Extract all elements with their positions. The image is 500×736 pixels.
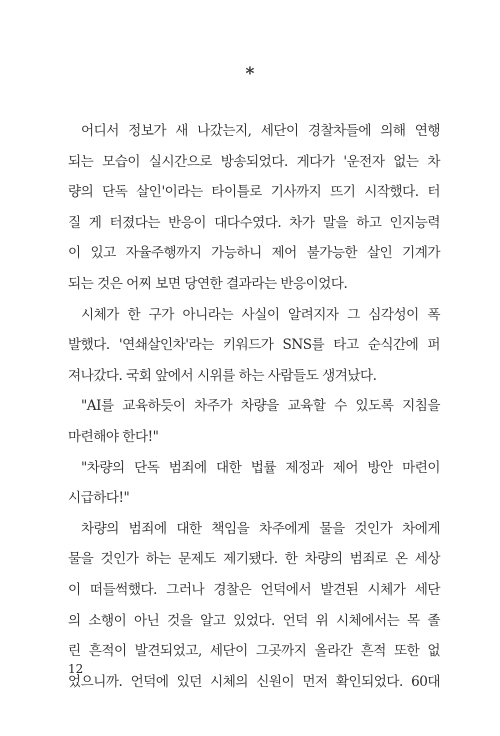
- text-line: 이 있고 자율주행까지 가능하니 제어 불가능한 살인 기계가: [68, 245, 440, 262]
- text-line: 린 흔적이 발견되었고, 세단이 그곳까지 올라간 흔적 또한 없: [68, 643, 440, 660]
- body-text: [68, 116, 440, 697]
- text-line: "AI를 교육하듯이 차주가 차량을 교육할 수 있도록 지침을: [81, 398, 440, 415]
- text-line: "차량의 단독 범죄에 대한 법률 제정과 제어 방안 마련이: [81, 459, 440, 476]
- text-line: 물을 것인가 하는 문제도 제기됐다. 한 차량의 범죄로 온 세상: [68, 551, 440, 568]
- text-line: 량의 단독 살인'이라는 타이틀로 기사까지 뜨기 시작했다. 터: [68, 184, 440, 201]
- text-line: 발했다. '연쇄살인차'라는 키워드가 SNS를 타고 순식간에 퍼: [68, 337, 440, 354]
- text-line: 이 떠들썩했다. 그러나 경찰은 언덕에서 발견된 시체가 세단: [68, 581, 440, 598]
- text-line: 어디서 정보가 새 나갔는지, 세단이 경찰차들에 의해 연행: [81, 123, 440, 139]
- text-line: 차량의 범죄에 대한 책임을 차주에게 물을 것인가 차에게: [81, 520, 440, 537]
- text-line: 되는 모습이 실시간으로 방송되었다. 게다가 '운전자 없는 차: [68, 153, 440, 170]
- text-line: 질 게 터졌다는 반응이 대다수였다. 차가 말을 하고 인지능력: [68, 214, 440, 231]
- text-line: 시체가 한 구가 아니라는 사실이 알려지자 그 심각성이 폭: [81, 306, 440, 323]
- text-line: 져나갔다. 국회 앞에서 시위를 하는 사람들도 생겨났다.: [68, 367, 377, 384]
- page-number: 12: [68, 662, 84, 676]
- text-line: 시급하다!": [68, 490, 130, 507]
- text-line: 의 소행이 아닌 것을 알고 있었다. 언덕 위 시체에서는 목 졸: [68, 612, 440, 629]
- section-break-asterisk: *: [245, 64, 255, 84]
- text-line: 마련해야 한다!": [68, 428, 159, 445]
- text-line: 되는 것은 어찌 보면 당연한 결과라는 반응이었다.: [68, 275, 348, 292]
- text-line: 었으니까. 언덕에 있던 시체의 신원이 먼저 확인되었다. 60대: [68, 673, 440, 690]
